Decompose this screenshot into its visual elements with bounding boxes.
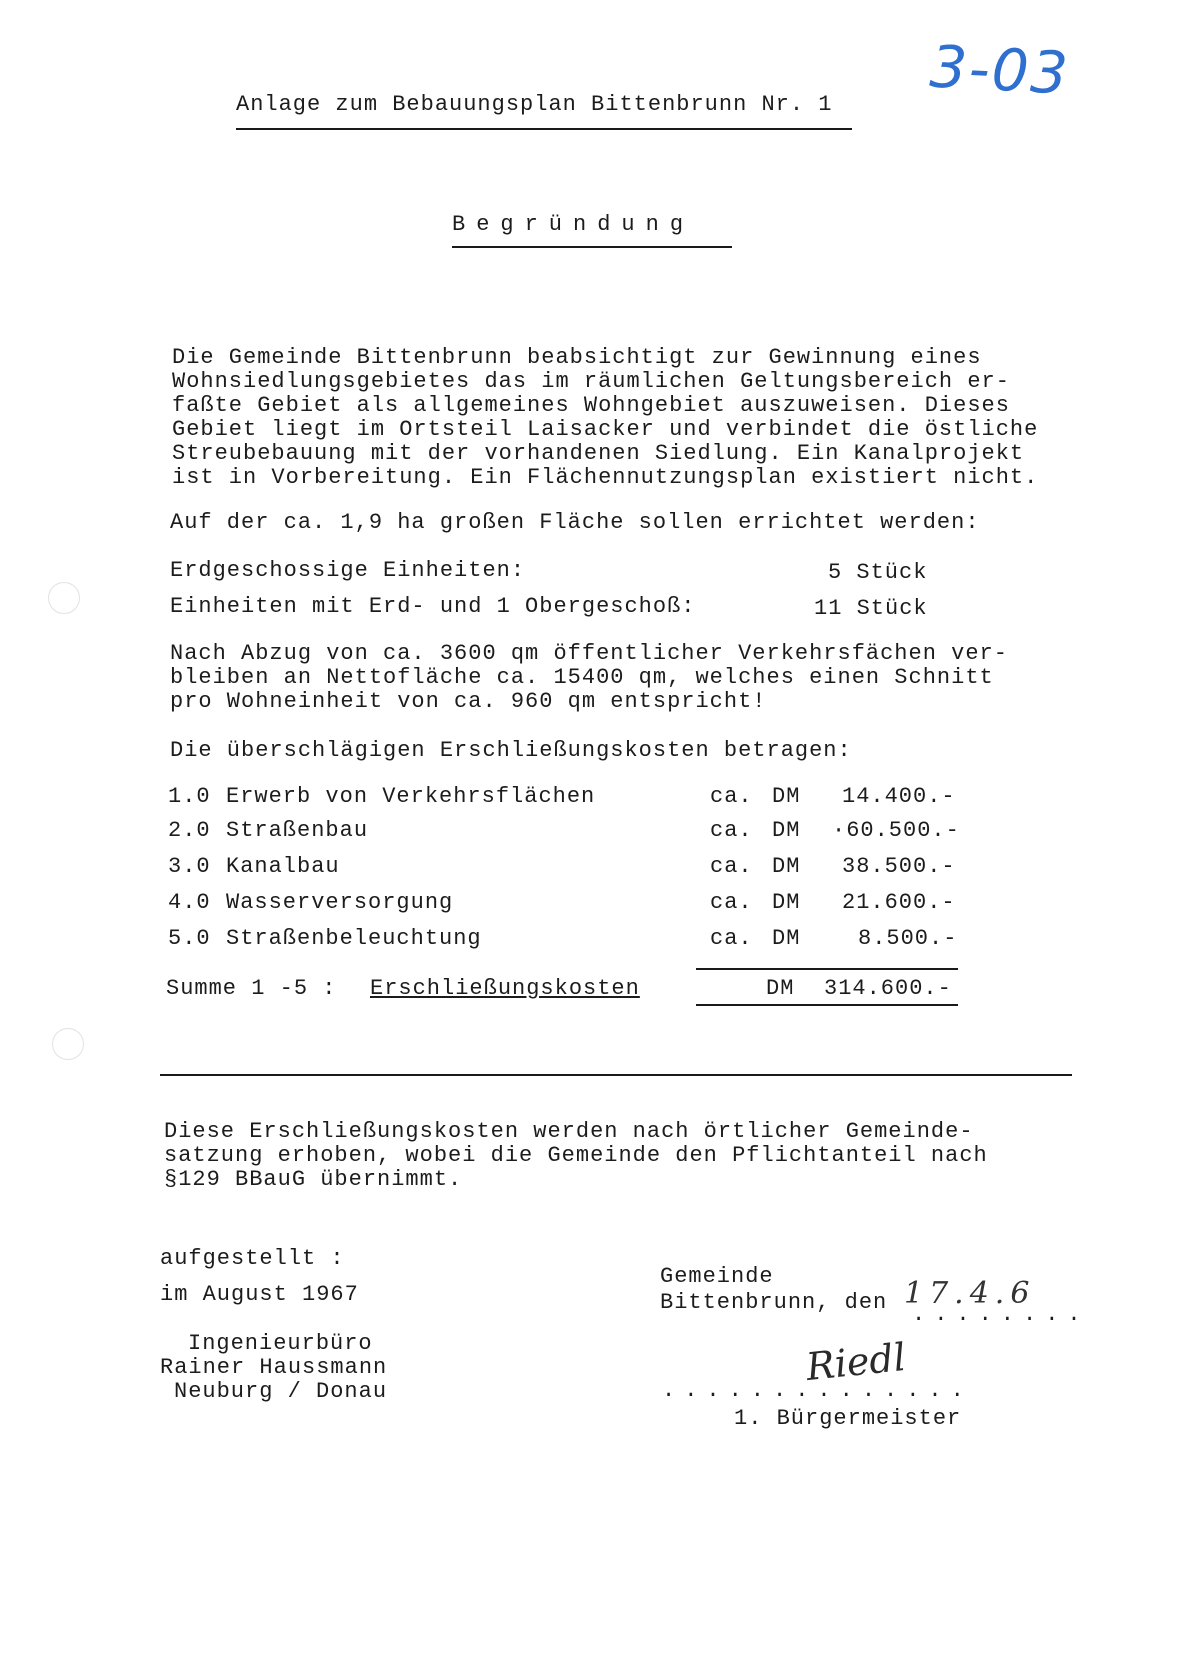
sum-label: Summe 1 -5 : bbox=[166, 976, 337, 1001]
sum-top-rule bbox=[696, 968, 958, 970]
net-area-line: Nach Abzug von ca. 3600 qm öffentlicher Verkehrsfächen ver- bbox=[170, 641, 1008, 666]
heading-underline bbox=[452, 246, 732, 248]
cost-amount: 8.500.- bbox=[858, 926, 958, 951]
cost-currency: DM bbox=[772, 890, 801, 915]
levy-line: satzung erhoben, wobei die Gemeinde den Pflichtanteil nach bbox=[164, 1143, 988, 1168]
net-area-paragraph bbox=[170, 642, 1008, 714]
document-heading: Begründung bbox=[452, 212, 695, 237]
cost-amount: 21.600.- bbox=[842, 890, 956, 915]
cost-number: 5.0 bbox=[168, 926, 211, 951]
cost-label: Straßenbeleuchtung bbox=[226, 926, 482, 951]
signature-dots: .............. bbox=[662, 1378, 973, 1403]
document-header-title: Anlage zum Bebauungsplan Bittenbrunn Nr. 1 bbox=[236, 92, 833, 117]
mayor-signature: Riedl bbox=[803, 1334, 908, 1390]
cost-currency: DM bbox=[772, 926, 801, 951]
municipality-place: Bittenbrunn, den bbox=[660, 1290, 888, 1315]
cost-prefix: ca. bbox=[710, 890, 753, 915]
intro-line: faßte Gebiet als allgemeines Wohngebiet auszuweisen. Dieses bbox=[172, 393, 1010, 418]
levy-line: §129 BBauG übernimmt. bbox=[164, 1167, 463, 1192]
cost-amount: 38.500.- bbox=[842, 854, 956, 879]
punch-hole-bottom bbox=[52, 1028, 84, 1060]
cost-number: 1.0 bbox=[168, 784, 211, 809]
cost-label: Kanalbau bbox=[226, 854, 340, 879]
costs-intro: Die überschlägigen Erschließungskosten betragen: bbox=[170, 738, 852, 763]
date-dots: ........ bbox=[912, 1302, 1090, 1327]
cost-row bbox=[168, 784, 968, 814]
cost-label: Straßenbau bbox=[226, 818, 369, 843]
handwritten-date: 17.4.6 bbox=[904, 1276, 1036, 1311]
intro-paragraph bbox=[172, 346, 1038, 490]
intro-line: Die Gemeinde Bittenbrunn beabsichtigt zur Gewinnung eines bbox=[172, 345, 982, 370]
section-separator bbox=[160, 1074, 1072, 1076]
net-area-line: bleiben an Nettofläche ca. 15400 qm, welches einen Schnitt bbox=[170, 665, 994, 690]
cost-label: Erwerb von Verkehrsflächen bbox=[226, 784, 596, 809]
unit-label: Einheiten mit Erd- und 1 Obergeschoß: bbox=[170, 594, 696, 619]
cost-prefix: ca. bbox=[710, 784, 753, 809]
intro-line: Streubebauung mit der vorhandenen Siedlung. Ein Kanalprojekt bbox=[172, 441, 1025, 466]
cost-currency: DM bbox=[772, 854, 801, 879]
prepared-office bbox=[160, 1332, 387, 1404]
cost-row bbox=[168, 854, 968, 884]
municipality-name: Gemeinde bbox=[660, 1264, 774, 1289]
cost-currency: DM bbox=[772, 818, 801, 843]
unit-label: Erdgeschossige Einheiten: bbox=[170, 558, 526, 583]
cost-prefix: ca. bbox=[710, 818, 753, 843]
prepared-label: aufgestellt : bbox=[160, 1246, 345, 1271]
prepared-date: im August 1967 bbox=[160, 1282, 359, 1307]
office-line: Rainer Haussmann bbox=[160, 1355, 388, 1380]
cost-amount: 14.400.- bbox=[842, 784, 956, 809]
cost-row bbox=[168, 926, 968, 956]
cost-amount: ·60.500.- bbox=[832, 818, 960, 843]
intro-line: Gebiet liegt im Ortsteil Laisacker und verbindet die östliche bbox=[172, 417, 1039, 442]
mayor-title: 1. Bürgermeister bbox=[734, 1406, 962, 1431]
cost-number: 3.0 bbox=[168, 854, 211, 879]
intro-line: ist in Vorbereitung. Ein Flächennutzungsplan existiert nicht. bbox=[172, 465, 1039, 490]
handwritten-file-number: 3-03 bbox=[928, 32, 1072, 108]
cost-row bbox=[168, 818, 968, 848]
sum-amount: 314.600.- bbox=[824, 976, 952, 1001]
area-statement: Auf der ca. 1,9 ha großen Fläche sollen errichtet werden: bbox=[170, 510, 980, 535]
cost-row bbox=[168, 890, 968, 920]
cost-label: Wasserversorgung bbox=[226, 890, 454, 915]
levy-paragraph bbox=[164, 1120, 988, 1192]
unit-count: 11 Stück bbox=[814, 596, 928, 621]
sum-bottom-rule bbox=[696, 1004, 958, 1006]
levy-line: Diese Erschließungskosten werden nach örtlicher Gemeinde- bbox=[164, 1119, 974, 1144]
cost-prefix: ca. bbox=[710, 926, 753, 951]
office-line: Neuburg / Donau bbox=[174, 1379, 388, 1404]
unit-count: 5 Stück bbox=[828, 560, 928, 585]
cost-number: 2.0 bbox=[168, 818, 211, 843]
sum-description: Erschließungskosten bbox=[370, 976, 640, 1001]
header-underline bbox=[236, 128, 852, 130]
cost-currency: DM bbox=[772, 784, 801, 809]
sum-row bbox=[166, 976, 966, 1006]
cost-number: 4.0 bbox=[168, 890, 211, 915]
intro-line: Wohnsiedlungsgebietes das im räumlichen Geltungsbereich er- bbox=[172, 369, 1010, 394]
punch-hole-top bbox=[48, 582, 80, 614]
office-line: Ingenieurbüro bbox=[188, 1331, 373, 1356]
net-area-line: pro Wohneinheit von ca. 960 qm entspricht! bbox=[170, 689, 767, 714]
cost-prefix: ca. bbox=[710, 854, 753, 879]
sum-currency: DM bbox=[766, 976, 795, 1001]
